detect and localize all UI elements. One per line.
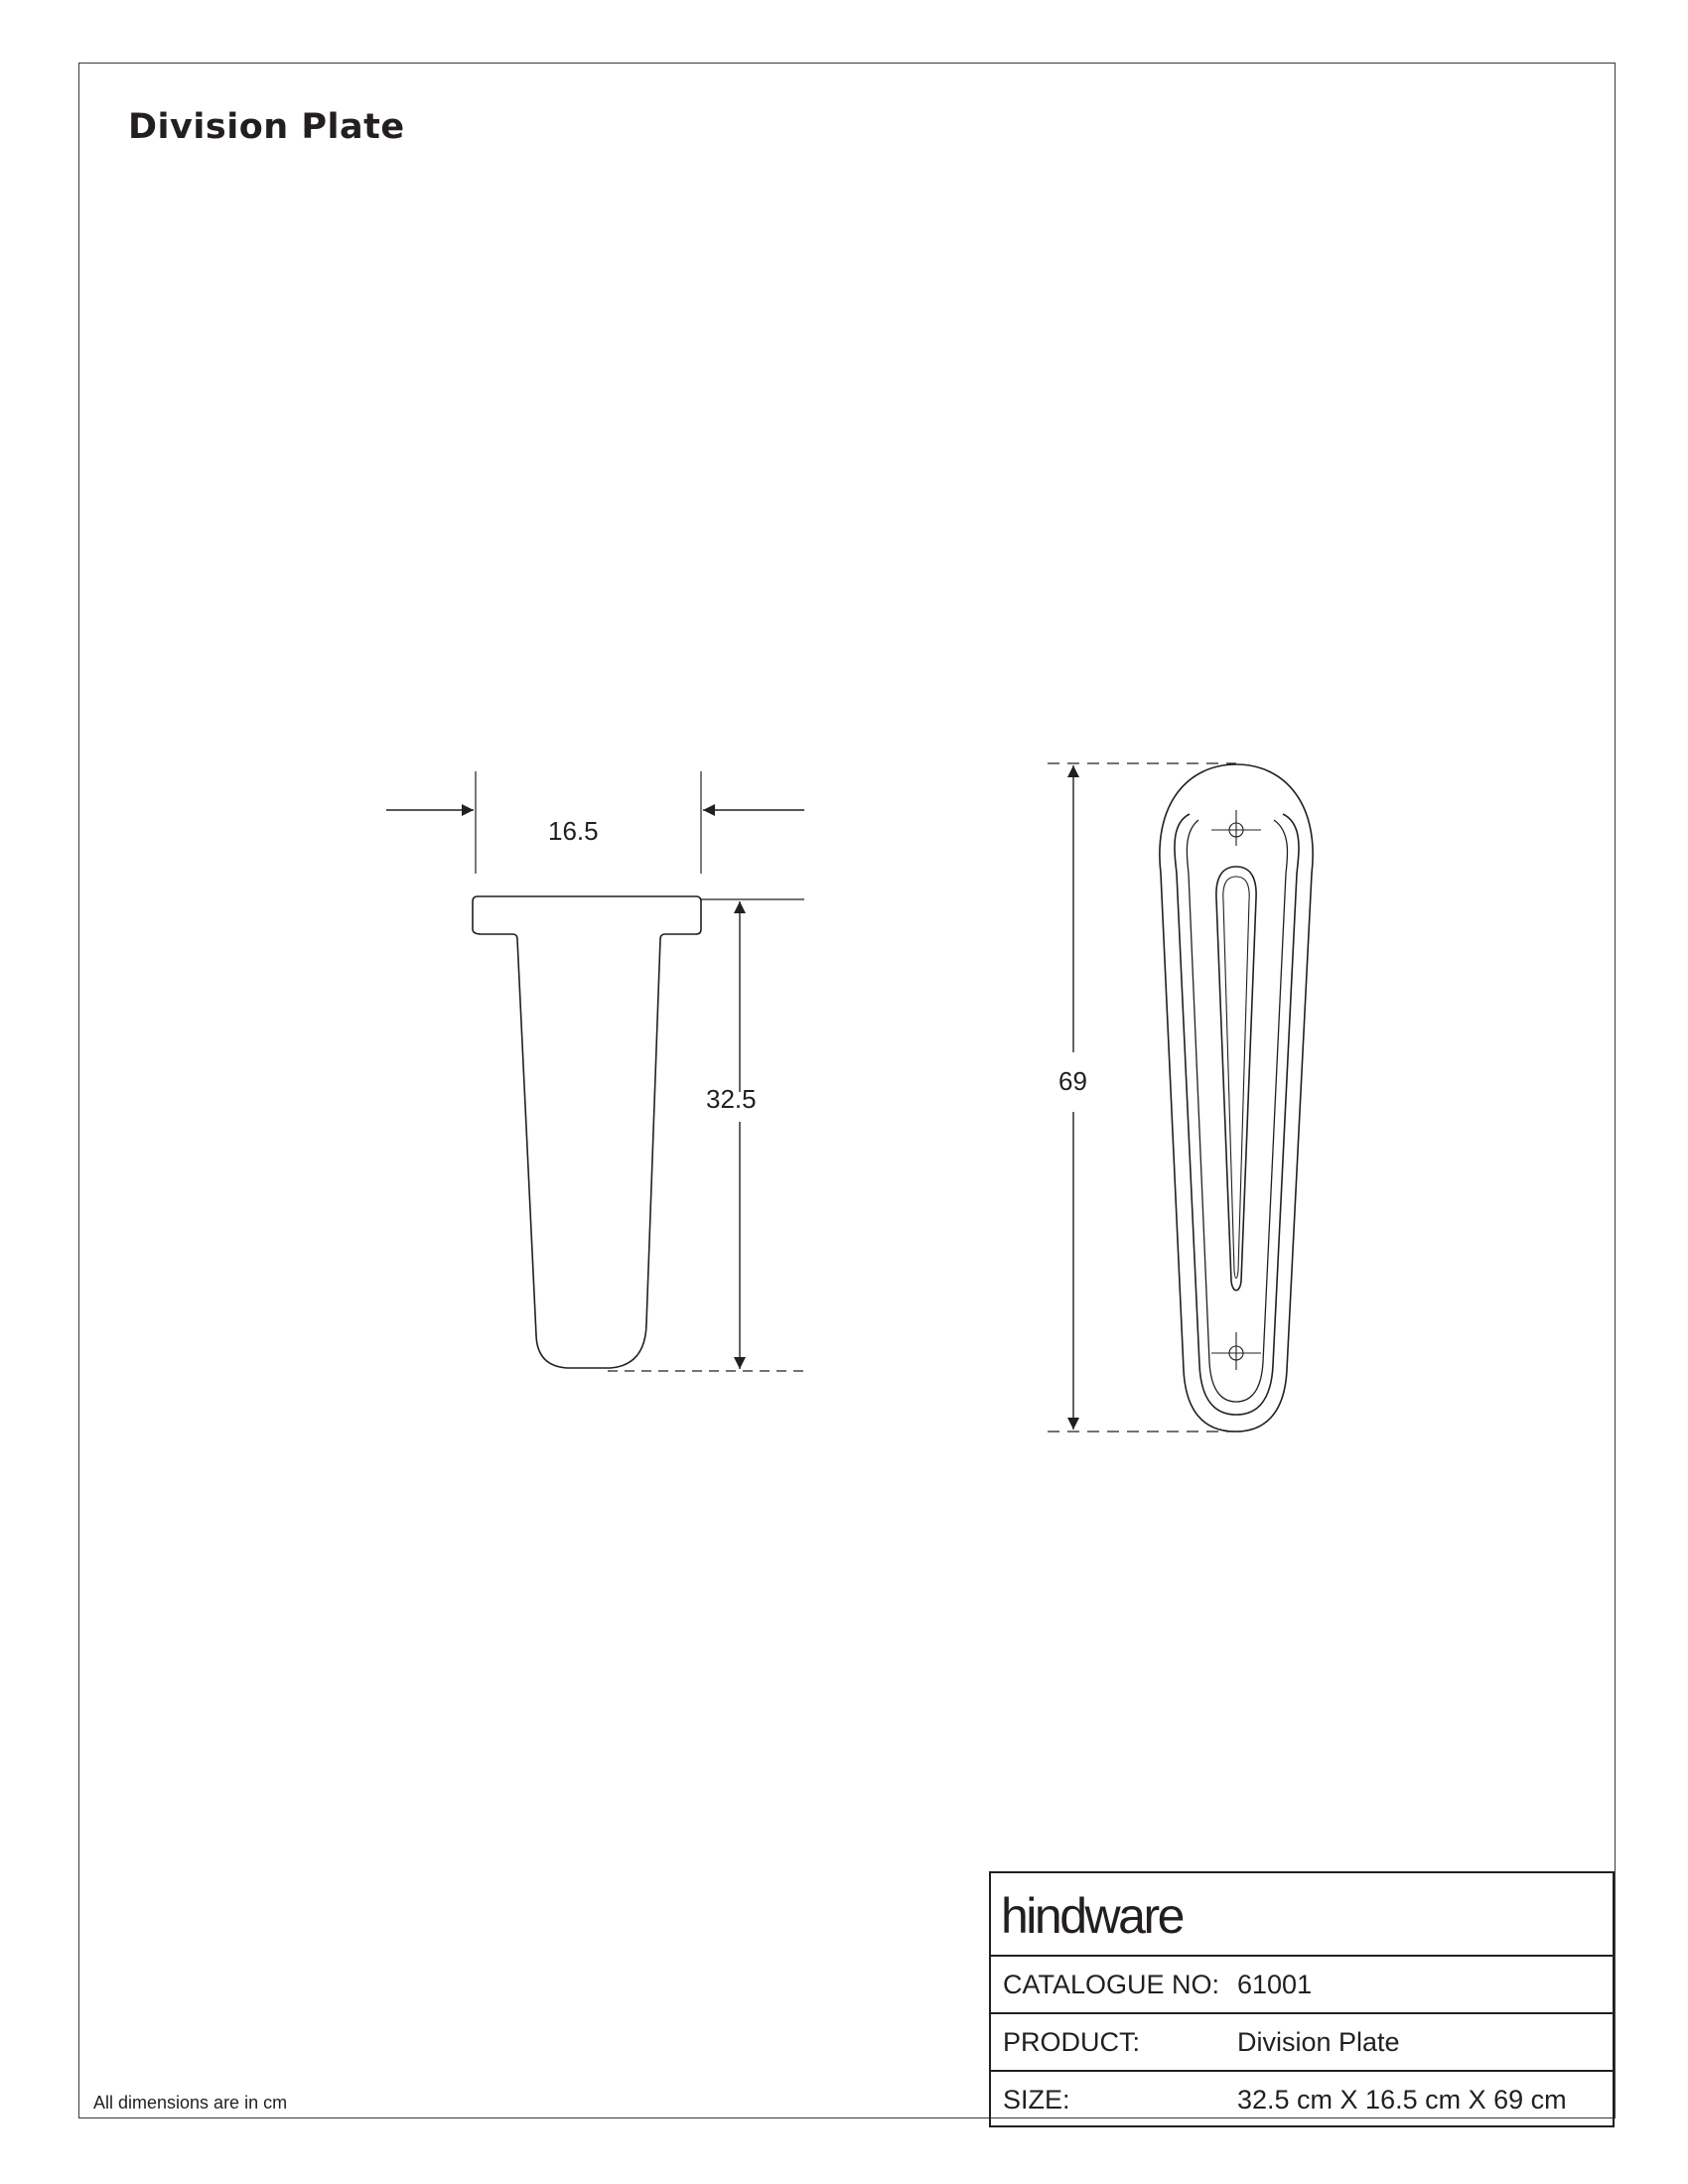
mounting-hole-bottom (1211, 1332, 1261, 1370)
side-view-inner-groove (1175, 814, 1299, 1415)
width-dimension-label: 16.5 (548, 816, 599, 846)
product-value: Division Plate (1237, 2027, 1400, 2057)
height-dimension (608, 899, 804, 1371)
catalogue-label: CATALOGUE NO: (1003, 1970, 1220, 1999)
catalogue-row (991, 1957, 1613, 2014)
side-view-outer-outline (1160, 764, 1313, 1432)
side-view-center-slot (1216, 867, 1256, 1291)
title-block-brand-row (991, 1873, 1613, 1957)
catalogue-value: 61001 (1237, 1970, 1313, 1999)
side-view (1160, 764, 1313, 1432)
dimensions-footnote: All dimensions are in cm (93, 2093, 288, 2113)
product-label: PRODUCT: (1003, 2027, 1141, 2057)
mounting-hole-top (1211, 810, 1261, 846)
height-dimension-label: 32.5 (706, 1084, 757, 1114)
side-view-inner-groove-2 (1187, 820, 1287, 1402)
size-label: SIZE: (1003, 2085, 1070, 2115)
side-view-center-slot-inner (1223, 877, 1249, 1279)
brand-logo: hindware (1001, 1888, 1183, 1944)
product-row (991, 2014, 1613, 2072)
title-block (989, 1871, 1615, 2127)
front-view-outline (473, 896, 701, 1368)
size-value: 32.5 cm X 16.5 cm X 69 cm (1237, 2085, 1567, 2115)
front-view (473, 896, 701, 1368)
page-title: Division Plate (128, 107, 405, 147)
size-row (991, 2072, 1613, 2129)
depth-dimension-label: 69 (1058, 1066, 1087, 1096)
